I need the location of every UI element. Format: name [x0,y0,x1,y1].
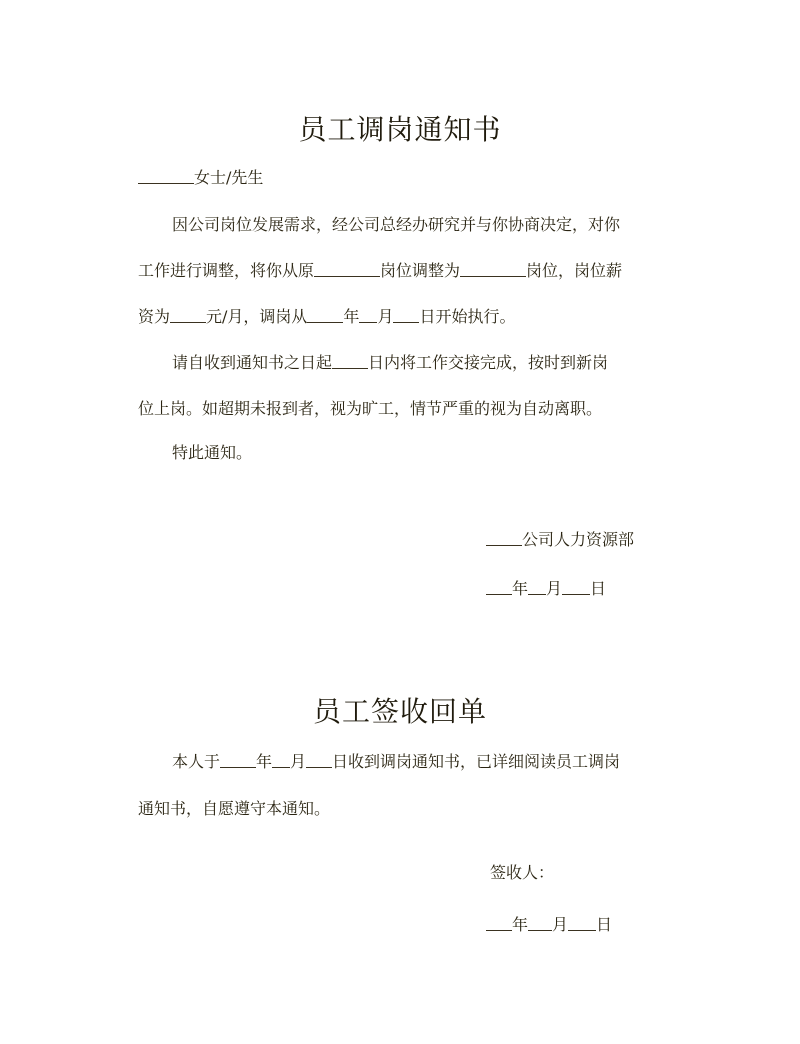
receipt-l1-text-d: 日收到调岗通知书，已详细阅读员工调岗 [332,752,621,771]
notice-title: 员工调岗通知书 [298,113,502,146]
receipt-date-line [486,912,612,935]
paragraph-3: 特此通知。 [172,443,253,462]
receipt-date-day: 日 [596,915,613,934]
p1-l3-text-b: 元/月，调岗从 [206,307,308,326]
paragraph-1-line-1: 因公司岗位发展需求，经公司总经办研究并与你协商决定，对你 [172,215,621,234]
notice-day-blank [562,580,590,595]
paragraph-1-line-2 [138,258,622,281]
p1-l2-text-a: 工作进行调整，将你从原 [138,261,315,280]
receipt-day-blank [306,753,332,768]
p1-l2-text-c: 岗位，岗位薪 [526,261,623,280]
notice-date-year: 年 [512,579,529,598]
paragraph-1-line-3 [138,304,515,327]
salutation-text: 女士/先生 [194,168,264,187]
company-name-blank [486,531,522,546]
paragraph-2-line-2: 位上岗。如超期未报到者，视为旷工，情节严重的视为自动离职。 [138,399,603,418]
start-day-blank [393,308,419,323]
receipt-title: 员工签收回单 [312,695,487,728]
original-position-blank [314,262,380,277]
p1-l3-text-d: 月 [377,307,394,326]
name-blank [138,169,194,184]
receipt-date-year: 年 [512,915,529,934]
start-month-blank [359,308,377,323]
receipt-l1-text-b: 年 [256,752,273,771]
salary-blank [170,308,206,323]
notice-month-blank [528,580,546,595]
notice-date-month: 月 [546,579,563,598]
notice-date-day: 日 [590,579,607,598]
notice-date-line [486,576,606,599]
new-position-blank [460,262,526,277]
receipt-month-blank [272,753,290,768]
receipt-l1-text-a: 本人于 [172,752,221,771]
handover-days-blank [332,354,368,369]
receipt-date-day-blank [568,916,596,931]
receipt-year-blank [220,753,256,768]
p2-l1-text-b: 日内将工作交接完成，按时到新岗 [368,353,609,372]
p1-l2-text-b: 岗位调整为 [380,261,461,280]
notice-signer-line [486,527,634,550]
receipt-signer-label: 签收人： [490,863,555,882]
p1-l3-text-c: 年 [343,307,360,326]
p1-l3-text-a: 资为 [138,307,171,326]
notice-signer: 公司人力资源部 [522,530,635,549]
start-year-blank [307,308,343,323]
p2-l1-text-a: 请自收到通知书之日起 [172,353,333,372]
paragraph-2-line-1 [172,350,608,373]
receipt-date-month-blank [528,916,552,931]
p1-l3-text-e: 日开始执行。 [419,307,516,326]
receipt-line-1 [172,749,620,772]
salutation-line [138,165,263,188]
receipt-line-2: 通知书，自愿遵守本通知。 [138,799,331,818]
receipt-date-year-blank [486,916,512,931]
receipt-l1-text-c: 月 [290,752,307,771]
notice-year-blank [486,580,512,595]
receipt-date-month: 月 [552,915,569,934]
